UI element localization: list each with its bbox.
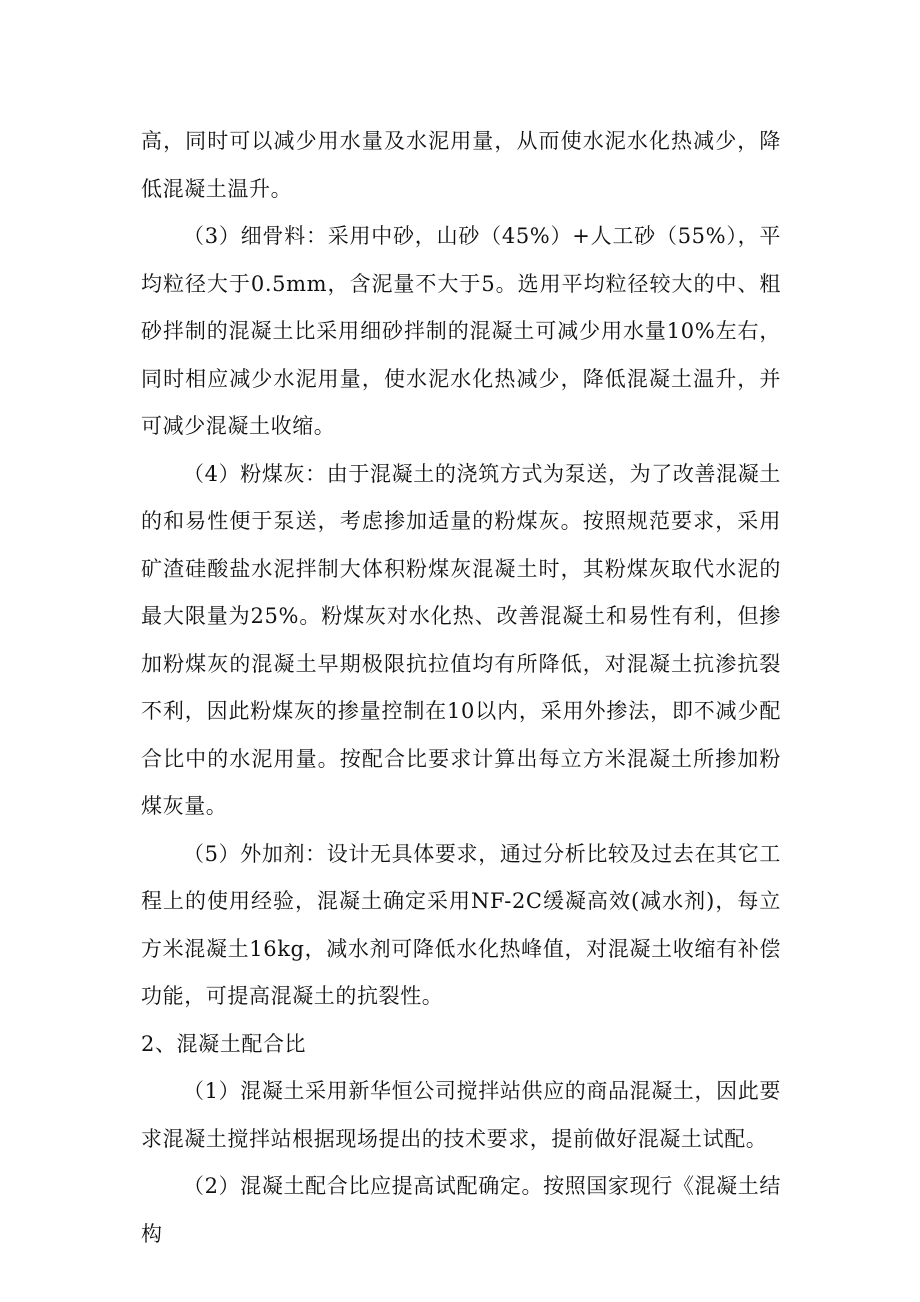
document-body bbox=[141, 118, 781, 1258]
paragraph-cement-continuation: 高，同时可以减少用水量及水泥用量，从而使水泥水化热减少，降低混凝土温升。 bbox=[141, 129, 781, 201]
paragraph-fine-aggregate: （3）细骨料：采用中砂，山砂（45%）+人工砂（55%），平均粒径大于0.5mm，含泥量不大于5。选用平均粒径较大的中、粗砂拌制的混凝土比采用细砂拌制的混凝土可减少用水量10%左右，同时相应减少水泥用量，使水泥水化热减少，降低混凝土温升，并可减少混凝土收缩。 bbox=[141, 224, 781, 438]
section-heading-mix-ratio: 2、混凝土配合比 bbox=[141, 1031, 307, 1056]
paragraph-fly-ash: （4）粉煤灰：由于混凝土的浇筑方式为泵送，为了改善混凝土的和易性便于泵送，考虑掺加适量的粉煤灰。按照规范要求，采用矿渣硅酸盐水泥拌制大体积粉煤灰混凝土时，其粉煤灰取代水泥的最大限量为25%。粉煤灰对水化热、改善混凝土和易性有利，但掺加粉煤灰的混凝土早期极限抗拉值均有所降低，对混凝土抗渗抗裂不利，因此粉煤灰的掺量控制在10以内，采用外掺法，即不减少配合比中的水泥用量。按配合比要求计算出每立方米混凝土所掺加粉煤灰量。 bbox=[141, 461, 781, 818]
paragraph-commercial-concrete: （1）混凝土采用新华恒公司搅拌站供应的商品混凝土，因此要求混凝土搅拌站根据现场提出的技术要求，提前做好混凝土试配。 bbox=[141, 1079, 781, 1151]
paragraph-trial-mix: （2）混凝土配合比应提高试配确定。按照国家现行《混凝土结构 bbox=[141, 1174, 781, 1246]
paragraph-admixture: （5）外加剂：设计无具体要求，通过分析比较及过去在其它工程上的使用经验，混凝土确定采用NF-2C缓凝高效(减水剂)，每立方米混凝土16kg，减水剂可降低水化热峰值，对混凝土收缩有补偿功能，可提高混凝土的抗裂性。 bbox=[141, 841, 781, 1008]
